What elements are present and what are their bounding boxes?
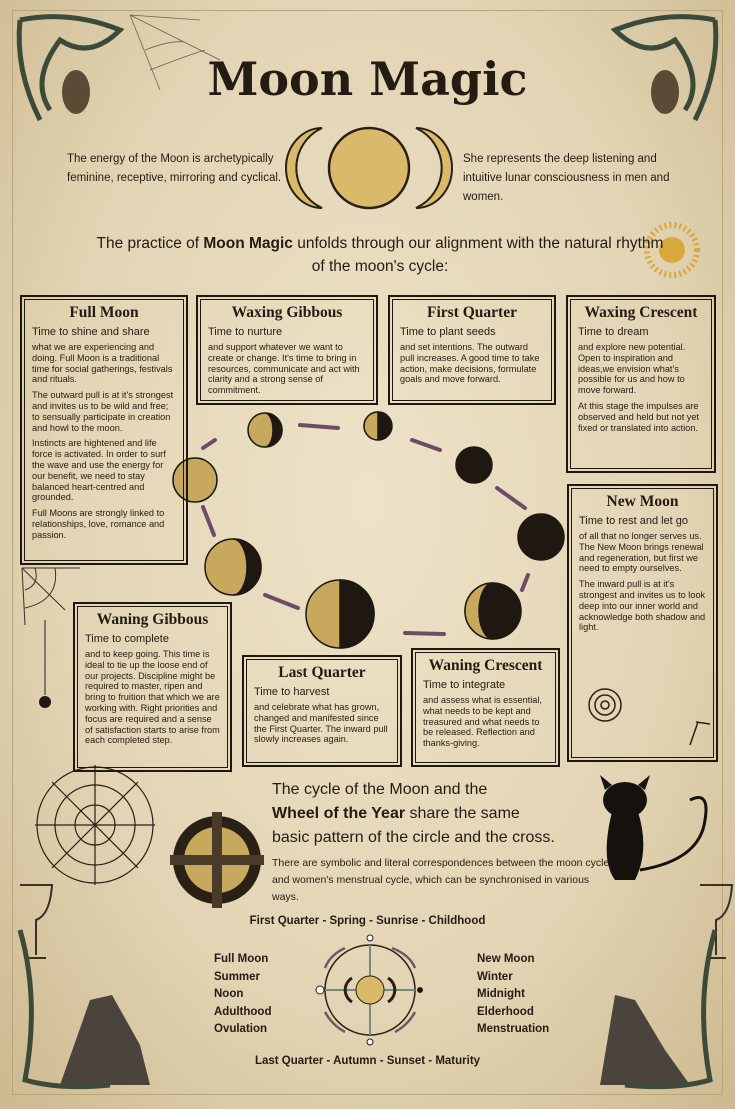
- phase-text: and assess what is essential, what needs to be kept and treasured and what needs to be released. Reflection and thanks-giving.: [423, 695, 542, 749]
- phase-text: what we are experiencing and doing. Full Moon is a traditional time for social gatherings, festivals and rituals.: [32, 342, 173, 385]
- phase-text: and support whatever we want to create or change. It's time to bring in resources, communicate and act with clarity and a strong sense of commitment.: [208, 342, 360, 396]
- spider-icon: [39, 620, 51, 708]
- spiderweb-bottom-icon: [35, 765, 155, 885]
- phase-title: Waxing Crescent: [584, 304, 698, 321]
- phase-box-waning-crescent: [411, 648, 560, 767]
- wheel-right-item: Winter: [477, 970, 513, 983]
- wheel-left-list: [214, 951, 271, 1039]
- intro-left: The energy of the Moon is archetypically feminine, receptive, mirroring and cyclical.: [67, 153, 282, 184]
- moon-wheel-diagram: [316, 935, 423, 1045]
- lead-bold: Moon Magic: [203, 235, 293, 252]
- phase-subtitle: Time to dream: [578, 326, 649, 338]
- phase-text: and explore new potential. Open to inspiration and ideas,we envision what's possible for us and how to move forward.: [578, 342, 686, 396]
- moon-new: [518, 514, 564, 560]
- wheel-left-item: Full Moon: [214, 953, 269, 965]
- cycle-line-3: basic pattern of the circle and the cross.: [272, 829, 555, 846]
- wheel-bottom-label: Last Quarter - Autumn - Sunset - Maturity: [254, 1055, 481, 1067]
- phase-text: At this stage the impulses are observed and held but not yet fixed or translated into action.: [578, 400, 700, 433]
- wheel-cross-icon: [170, 812, 264, 908]
- black-cat-icon: [600, 775, 706, 880]
- cycle-line-2-rest: share the same: [405, 805, 520, 822]
- phase-text: of all that no longer serves us. The New Moon brings renewal and regeneration, but first we need to empty ourselves.: [579, 531, 704, 574]
- intro-right: She represents the deep listening and intuitive lunar consciousness in men and women.: [463, 153, 670, 203]
- phase-title: Last Quarter: [278, 664, 366, 681]
- phase-title: Full Moon: [69, 304, 139, 321]
- correspondences-text: There are symbolic and literal correspondences between the moon cycle and women's menstrual cycle, which can be synchronised in various ways.: [272, 857, 610, 903]
- wheel-right-item: Elderhood: [477, 1005, 534, 1018]
- lead-pre: The practice of: [96, 235, 204, 252]
- phase-title: Waning Gibbous: [96, 611, 209, 628]
- phase-text: The inward pull is at it's strongest and invites us to look deep into our inner world and acknowledge both shadow and light.: [579, 579, 706, 633]
- triple-moon-icon: [286, 128, 452, 208]
- phase-text: and celebrate what has grown, changed and manifested since the First Quarter. The inward pull slowly increases again.: [254, 702, 388, 745]
- page-title: Moon Magic: [207, 52, 528, 106]
- phase-box-waning-gibbous: [73, 602, 232, 772]
- wheel-left-item: Ovulation: [214, 1023, 268, 1035]
- phase-box-waxing-gibbous: [196, 295, 378, 405]
- lead-text: [90, 232, 670, 278]
- wheel-right-item: Menstruation: [477, 1023, 550, 1035]
- phase-title: First Quarter: [427, 304, 517, 321]
- phase-text: and set intentions. The outward pull increases. A good time to take action, make decisions, formulate goals and move forward.: [400, 342, 540, 385]
- phase-box-waxing-crescent: [566, 295, 716, 473]
- phase-subtitle: Time to integrate: [423, 679, 506, 691]
- phase-box-new-moon: [567, 484, 718, 762]
- phase-title: Waxing Gibbous: [231, 304, 343, 321]
- phase-text: Instincts are hightened and life force is activated. In order to surf the wave and use the energy for our benefit, we need to stay balanced heart-centred and grounded.: [32, 438, 166, 503]
- phase-box-first-quarter: [388, 295, 556, 405]
- wheel-top-label: First Quarter - Spring - Sunrise - Childhood: [249, 915, 486, 927]
- wheel-left-item: Noon: [214, 988, 244, 1000]
- phase-box-full-moon: [20, 295, 188, 565]
- lead-post: unfolds through our alignment with the natural rhythm of the moon's cycle:: [292, 235, 664, 275]
- phase-subtitle: Time to rest and let go: [579, 515, 689, 527]
- cycle-line-1: The cycle of the Moon and the: [272, 781, 488, 798]
- phase-text: Full Moons are strongly linked to relationships, love, romance and passion.: [32, 508, 165, 540]
- phase-subtitle: Time to plant seeds: [400, 326, 496, 338]
- phase-box-last-quarter: [242, 655, 402, 767]
- spiderweb-left-icon: [22, 568, 80, 625]
- cycle-bold: Wheel of the Year: [272, 805, 406, 822]
- wolf-right-icon: [600, 995, 690, 1085]
- phase-text: The outward pull is at it's strongest and invites us to be wild and free; to sensually participate in creation and howl to the moon.: [32, 390, 174, 433]
- phase-text: and to keep going. This time is ideal to tie up the loose end of our projects. Discipline might be required to master, ripen and bring to fruition that which we are working with. Right priorities and focus are required and a sense of satisfaction starts to arise from each completed step.: [85, 649, 220, 746]
- phase-title: New Moon: [606, 493, 679, 510]
- phase-subtitle: Time to shine and share: [32, 326, 150, 338]
- cycle-line-2: [272, 802, 555, 826]
- cycle-statement: [272, 778, 555, 850]
- wheel-left-item: Adulthood: [214, 1005, 272, 1018]
- moon-waxing-crescent: [456, 447, 492, 483]
- phase-subtitle: Time to harvest: [254, 686, 330, 698]
- wheel-right-item: New Moon: [477, 953, 535, 965]
- phase-subtitle: Time to complete: [85, 633, 169, 645]
- phase-title: Waning Crescent: [428, 657, 543, 674]
- phase-subtitle: Time to nurture: [208, 326, 283, 338]
- wheel-right-item: Midnight: [477, 988, 525, 1000]
- wheel-left-item: Summer: [214, 970, 261, 983]
- wolf-left-icon: [60, 995, 150, 1085]
- wheel-right-list: [477, 951, 549, 1039]
